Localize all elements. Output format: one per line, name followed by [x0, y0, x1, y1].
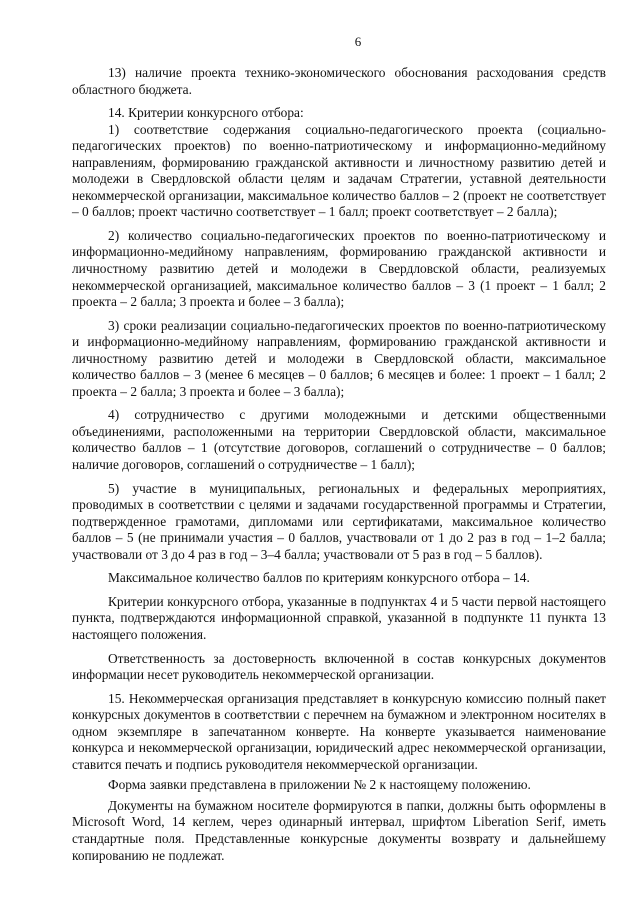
paragraph-criterion-3: 3) сроки реализации социально-педагогических проектов по военно-патриотическому и информационно-медийному направлениям, формированию гражданской активности и личностному развитию детей и молодежи в Свердловской области, максимальное количество баллов – 3 (менее 6 месяцев – 0 баллов; 6 месяцев и более: 1 проект – 1 балл; 2 проекта – 2 балла; 3 проекта и более – 3 балла);	[72, 317, 606, 399]
paragraph-section-15: 15. Некоммерческая организация представляет в конкурсную комиссию полный пакет конкурсных документов в соответствии с перечнем на бумажном и электронном носителях в одном экземпляре в запечатанном конверте. На конверте указывается наименование конкурса и некоммерческой организации, юридический адрес некоммерческой организации, ставится печать и подпись руководителя некоммерческой организации.	[72, 690, 606, 772]
paragraph-max-score: Максимальное количество баллов по критериям конкурсного отбора – 14.	[108, 570, 530, 586]
paragraph-criteria-confirmation: Критерии конкурсного отбора, указанные в подпунктах 4 и 5 части первой настоящего пункта, подтверждаются информационной справкой, указанной в подпункте 11 пункта 13 настоящего положения.	[72, 593, 606, 642]
paragraph-criterion-1: 1) соответствие содержания социально-педагогического проекта (социально-педагогических проектов) по военно-патриотическому и информационно-медийному направлениям, формированию гражданской активности и личностному развитию детей и молодежи в Свердловской области целям и задачам Стратегии, уставной деятельности некоммерческой организации, максимальное количество баллов – 2 (проект не соответствует – 0 баллов; проект частично соответствует – 1 балл; проект соответствует – 2 балла);	[72, 121, 606, 220]
page-number: 6	[354, 34, 362, 49]
paragraph-responsibility: Ответственность за достоверность включенной в состав конкурсных документов информации несет руководитель некоммерческой организации.	[72, 650, 606, 683]
paragraph-item-13: 13) наличие проекта технико-экономического обоснования расходования средств областного бюджета.	[72, 65, 606, 97]
paragraph-paper-documents: Документы на бумажном носителе формируются в папки, должны быть оформлены в Microsoft Word, 14 кеглем, через одинарный интервал, шрифтом Liberation Serif, иметь стандартные поля. Представленные конкурсные документы возврату и дальнейшему копированию не подлежат.	[72, 797, 606, 863]
paragraph-criterion-5: 5) участие в муниципальных, региональных и федеральных мероприятиях, проводимых в соответствии с целями и задачами государственной программы и Стратегии, подтвержденное грамотами, дипломами или сертификатами, максимальное количество баллов – 5 (не принимали участия – 0 баллов, участвовали от 1 до 2 раз в год – 1–2 балла; участвовали от 3 до 4 раз в год – 3–4 балла; участвовали от 5 раз в год – 5 баллов).	[72, 480, 606, 562]
paragraph-application-form: Форма заявки представлена в приложении № 2 к настоящему положению.	[108, 777, 531, 793]
paragraph-criterion-2: 2) количество социально-педагогических проектов по военно-патриотическому и информационно-медийному направлениям, формированию гражданской активности и личностному развитию детей и молодежи в Свердловской области, реализуемых некоммерческой организацией, максимальное количество баллов – 3 (1 проект – 1 балл; 2 проекта – 2 балла; 3 проекта и более – 3 балла);	[72, 227, 606, 310]
paragraph-criterion-4: 4) сотрудничество с другими молодежными и детскими общественными объединениями, расположенными на территории Свердловской области, максимальное количество баллов – 1 (отсутствие договоров, соглашений о сотрудничестве – 0 баллов; наличие договоров, соглашений о сотрудничестве – 1 балл);	[72, 407, 606, 473]
paragraph-section-14-title: 14. Критерии конкурсного отбора:	[108, 105, 304, 121]
document-body	[72, 65, 606, 864]
